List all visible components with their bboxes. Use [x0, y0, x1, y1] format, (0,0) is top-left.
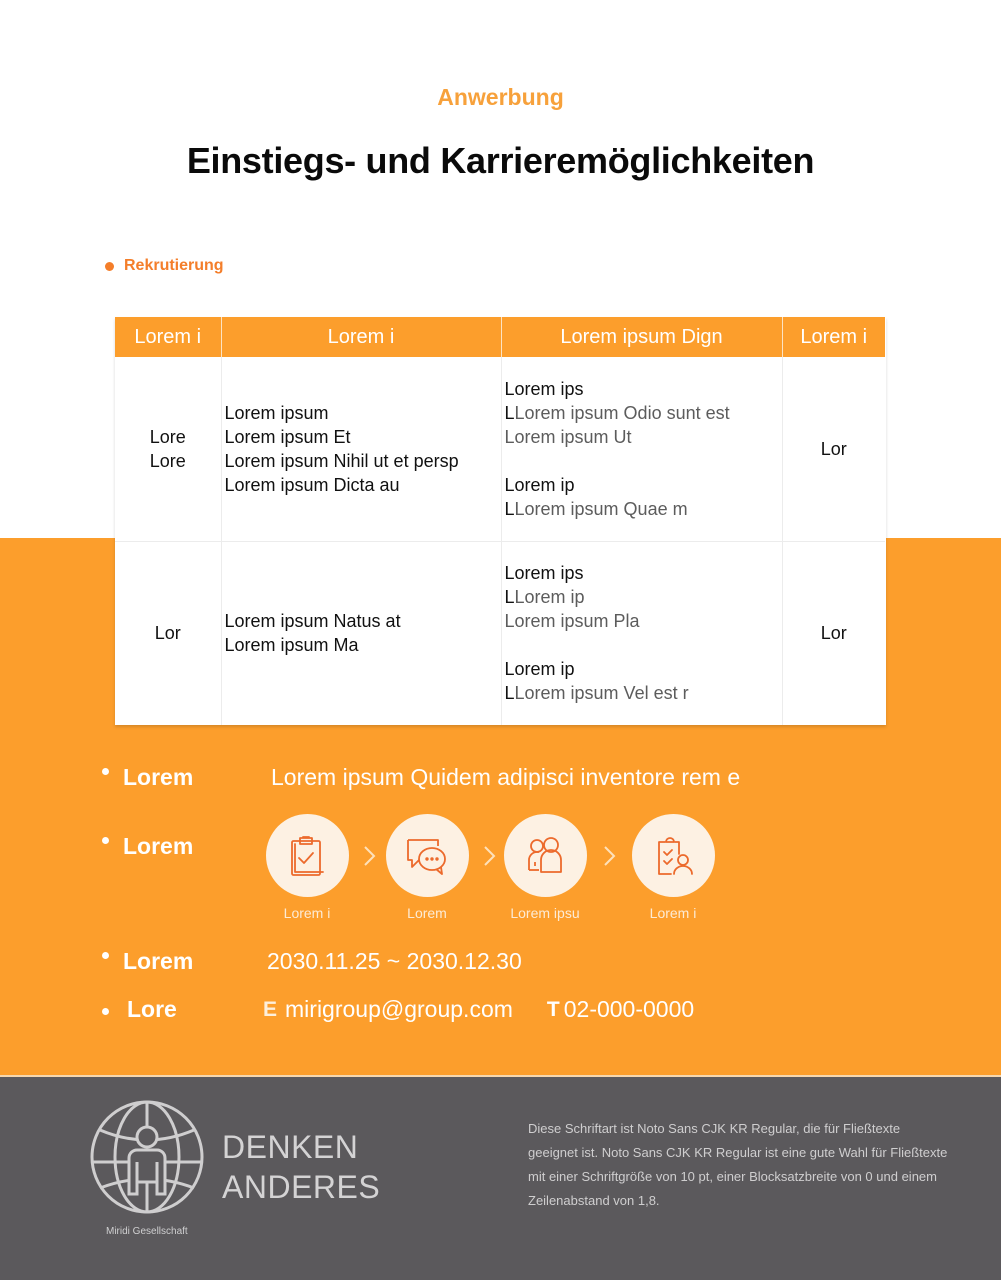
- info-row-contact: [102, 996, 694, 1023]
- table-row: [115, 541, 885, 725]
- step-item: [503, 814, 587, 921]
- info-label: Lore: [127, 996, 177, 1022]
- info-label: Lorem: [123, 833, 194, 859]
- info-row-period: [102, 948, 522, 975]
- email-prefix: E: [263, 997, 278, 1021]
- bullet-dot-icon: [105, 262, 114, 271]
- section-label: Rekrutierung: [124, 257, 224, 274]
- process-steps: [265, 814, 715, 921]
- clipboard-check-icon: [283, 832, 331, 880]
- info-row-process: [102, 764, 740, 791]
- cell-line: Lorem ipsum: [224, 402, 329, 423]
- page-title: Einstiegs- und Karrieremöglichkeiten: [186, 140, 815, 181]
- company-name: Miridi Gesellschaft: [106, 1226, 188, 1237]
- table-header-row: [115, 317, 885, 357]
- step-label: Lorem ipsu: [510, 905, 580, 921]
- bullet-dot-icon: [102, 768, 109, 775]
- cell-line: Lorem ips: [504, 378, 584, 399]
- cell-line: Lorem ip: [504, 474, 575, 495]
- cell-line: LLorem ipsum Vel est r: [504, 683, 689, 704]
- cell-line: Lorem ip: [504, 659, 575, 680]
- cell-line: Lorem ipsum Ut: [504, 426, 632, 447]
- brand-wordmark: DENKEN ANDERES: [222, 1129, 381, 1205]
- table-cell: Lor: [782, 357, 885, 541]
- info-row-steps: [102, 833, 267, 860]
- cell-line: LLorem ipsum Odio sunt est: [504, 402, 730, 423]
- table-cell: [221, 357, 501, 541]
- globe-person-logo-icon: [90, 1100, 204, 1214]
- cell-line: Lorem ips: [504, 563, 584, 584]
- table-cell: [501, 541, 782, 725]
- step-item: [385, 814, 469, 921]
- info-value: Lorem ipsum Quidem adipisci inventore rem e: [271, 764, 741, 790]
- phone-link[interactable]: 02-000-0000: [563, 996, 695, 1022]
- bullet-dot-icon: [102, 1008, 109, 1015]
- table-header-cell: Lorem ipsum Dign: [501, 317, 782, 357]
- cell-line: Lorem ipsum Et: [224, 426, 351, 447]
- chat-bubbles-icon: [403, 832, 451, 880]
- table-row: [115, 357, 885, 541]
- step-item: [265, 814, 349, 921]
- cell-line: Lorem ipsum Nihil ut et persp: [224, 450, 459, 471]
- table-cell: [501, 357, 782, 541]
- cell-line: Lorem ipsum Ma: [224, 635, 359, 656]
- period-value: 2030.11.25 ~ 2030.12.30: [267, 948, 522, 974]
- section-heading: [105, 257, 224, 275]
- step-label: Lorem i: [649, 905, 697, 921]
- cell-line: Lorem ipsum Dicta au: [224, 474, 400, 495]
- table-cell: [221, 541, 501, 725]
- email-link[interactable]: mirigroup@group.com: [285, 996, 513, 1022]
- table-cell: Lor: [820, 623, 847, 644]
- cell-line: LLorem ipsum Quae m: [504, 498, 688, 519]
- table-cell: [115, 541, 221, 725]
- footer-note: Diese Schriftart ist Noto Sans CJK KR Regular, die für Fließtexte geeignet ist. Noto Sans CJK KR Regular ist eine gute Wahl für Fließtexte mit einer Schriftgröße von 10 pt, einer Blocksatzbreite von 0 und einem Zeilenabstand von 1,8.: [528, 1121, 948, 1208]
- cell-line: Lore: [149, 450, 186, 471]
- checklist-person-icon: [649, 832, 697, 880]
- cell-line: Lor: [154, 623, 181, 644]
- cell-line: Lore: [149, 426, 186, 447]
- bullet-dot-icon: [102, 837, 109, 844]
- cell-line: Lorem ipsum Pla: [504, 611, 640, 632]
- info-label: Lorem: [123, 764, 194, 790]
- step-label: Lorem: [407, 905, 447, 921]
- table-cell: [115, 357, 221, 541]
- table-header-cell: Lorem i: [782, 317, 885, 357]
- table-header-cell: Lorem i: [115, 317, 221, 357]
- eyebrow-heading: Anwerbung: [437, 84, 564, 110]
- chevron-right-icon: [601, 844, 617, 868]
- chevron-right-icon: [361, 844, 377, 868]
- recruitment-table: [115, 317, 886, 725]
- info-label: Lorem: [123, 948, 194, 974]
- table-header-cell: Lorem i: [221, 317, 501, 357]
- chevron-right-icon: [481, 844, 497, 868]
- cell-line: Lorem ipsum Natus at: [224, 611, 401, 632]
- cell-line: LLorem ip: [504, 587, 585, 608]
- phone-prefix: T: [546, 997, 560, 1021]
- step-item: [631, 814, 715, 921]
- step-label: Lorem i: [283, 905, 331, 921]
- people-icon: [521, 832, 569, 880]
- bullet-dot-icon: [102, 952, 109, 959]
